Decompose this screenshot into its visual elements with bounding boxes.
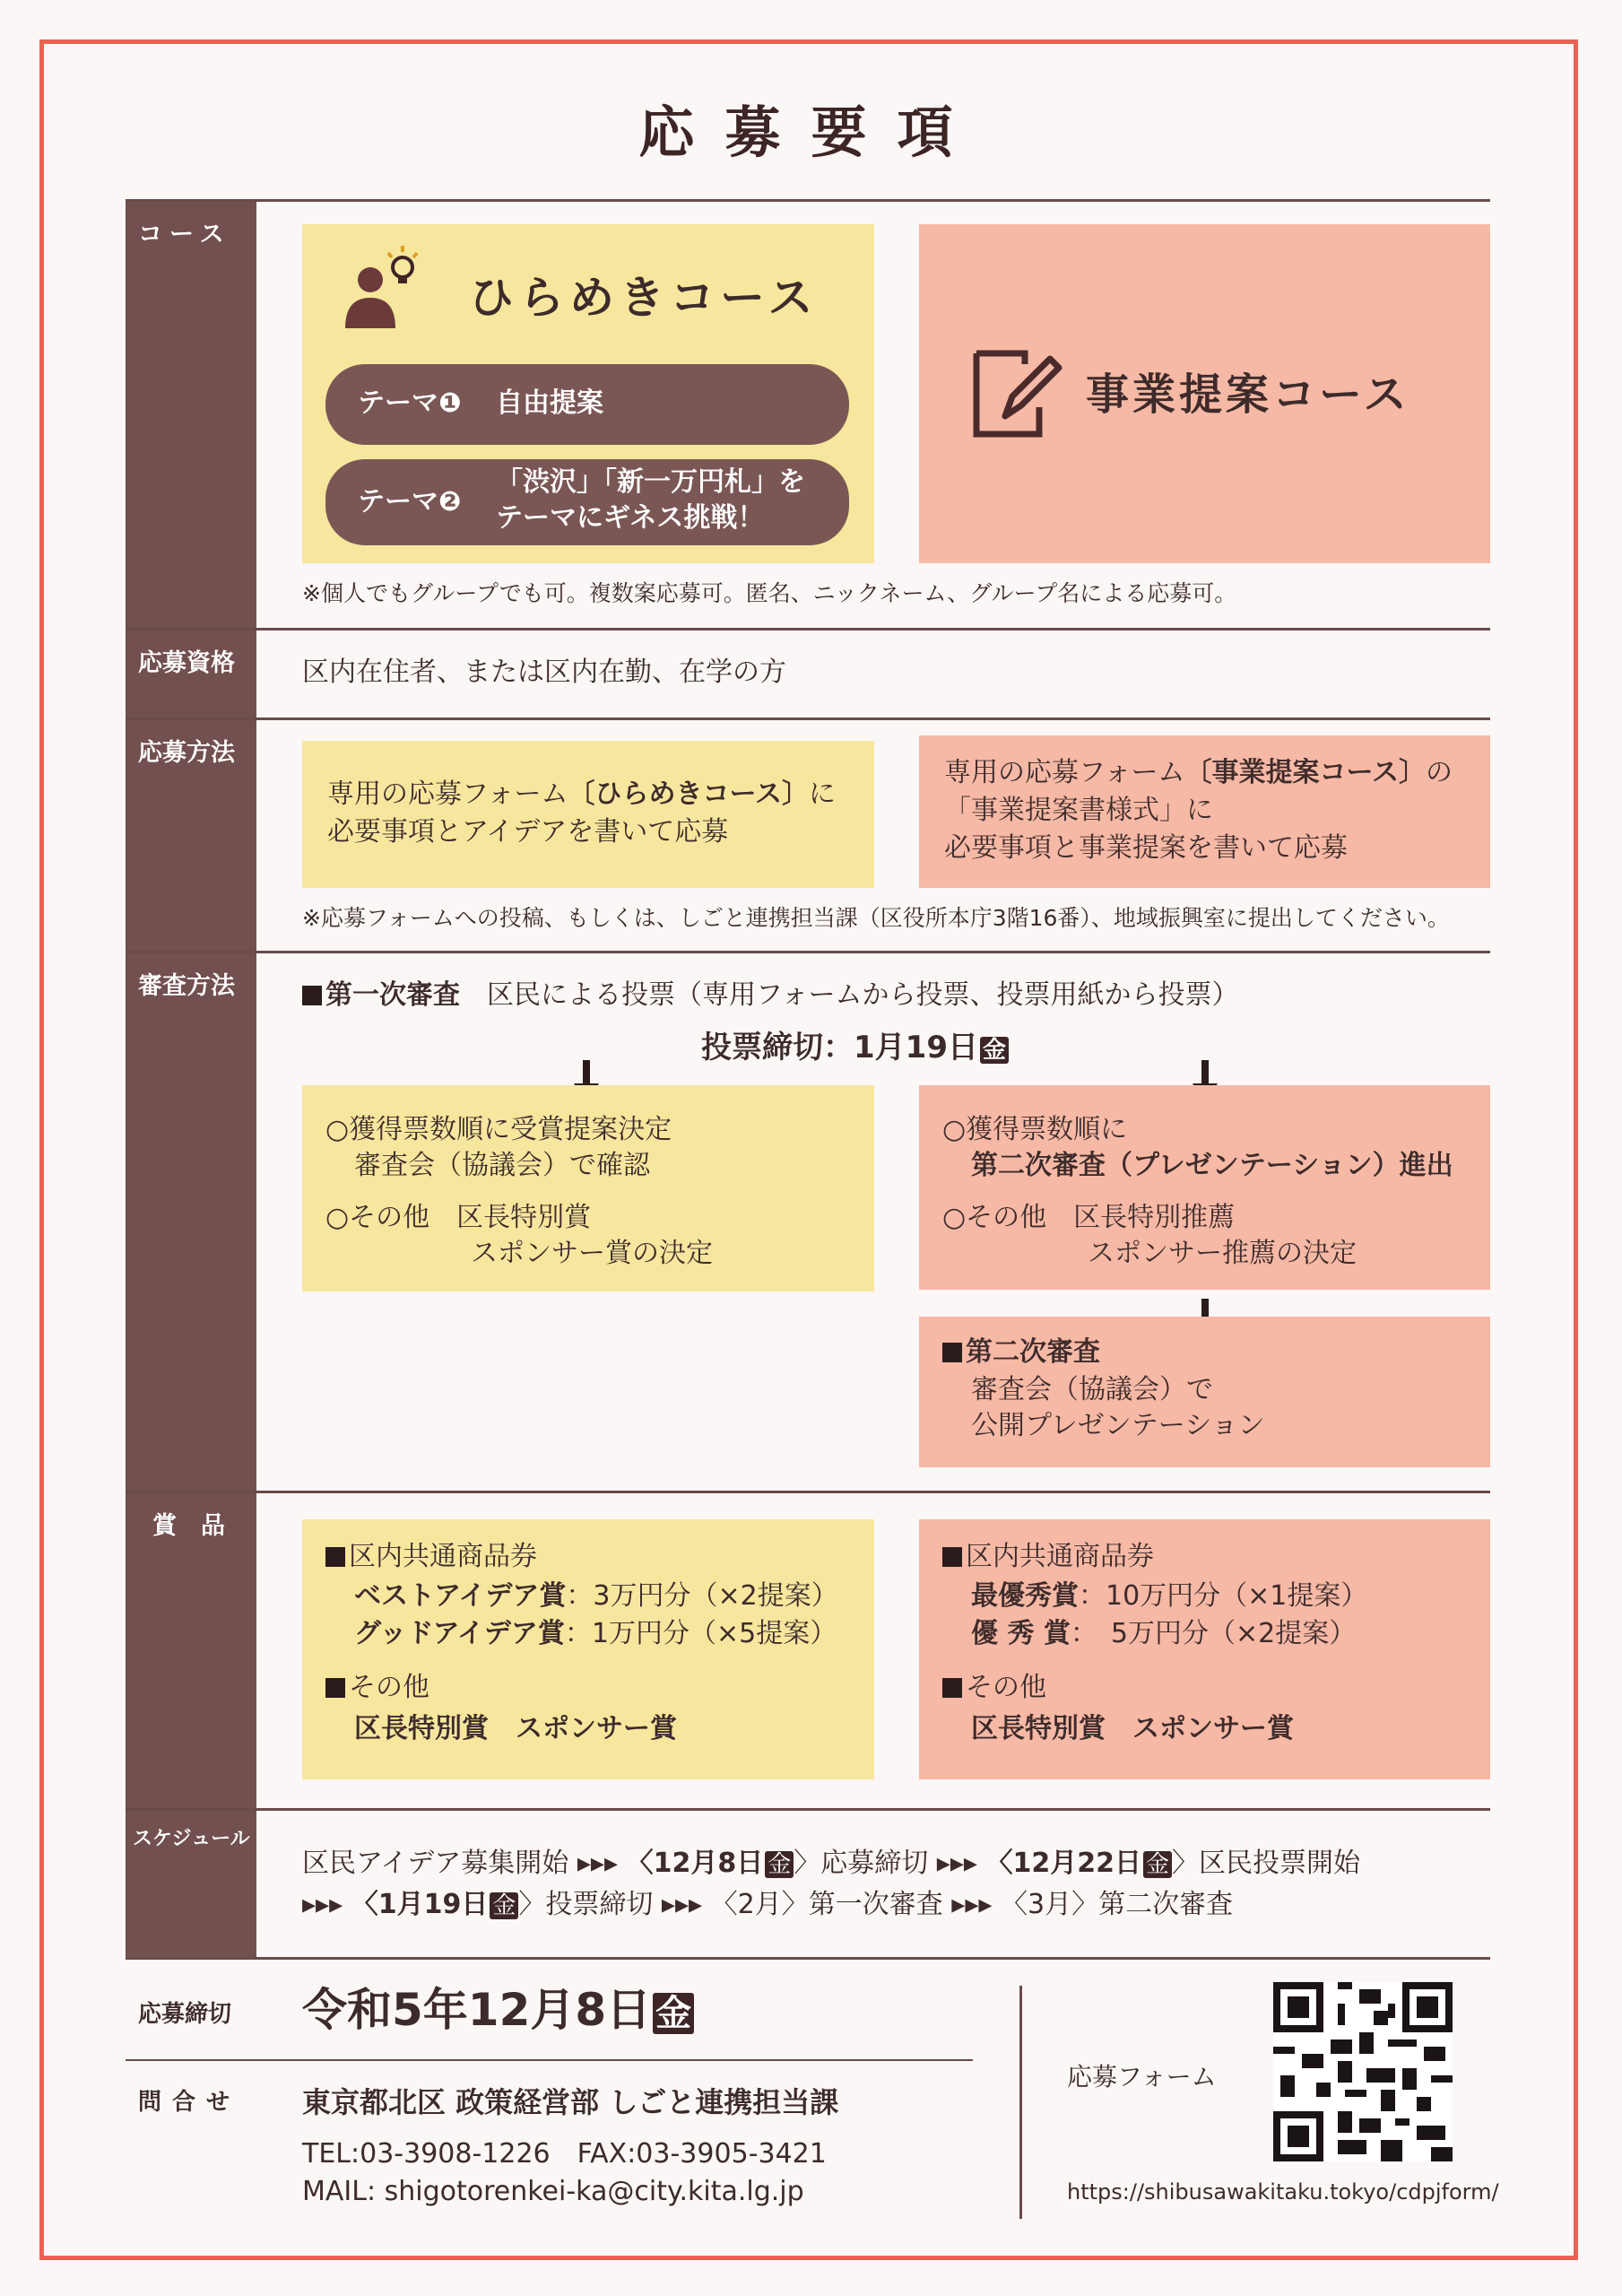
row-divider [126,951,1490,953]
second-review-l1: 審査会（協議会）で [971,1374,1213,1405]
review-right-l4: スポンサー推薦の決定 [1088,1238,1357,1269]
contact-tel: TEL:03-3908-1226 FAX:03-3905-3421 [302,2138,827,2170]
label-course: コース [126,202,256,628]
prizes-right-p2: 優 秀 賞： 5万円分（×2提案） [971,1618,1357,1649]
deadline-label: 応募締切 [138,2001,232,2028]
business-course-title: 事業提案コース [1086,370,1410,420]
prizes-business-box [919,1519,1490,1779]
prizes-right-head: 区内共通商品券 [942,1539,1154,1575]
business-course-card [919,224,1490,563]
prizes-right-other-items: 区長特別賞 スポンサー賞 [971,1713,1294,1744]
square-bullet-icon [302,986,322,1005]
theme1-pill [325,364,849,445]
method-right-line3: 必要事項と事業提案を書いて応募 [944,832,1348,864]
schedule-line1: 区民アイデア募集開始 ▸▸▸ 〈12月8日 金 〉応募締切 ▸▸▸ 〈12月22日 金 〉区民投票開始 [302,1848,1361,1879]
contact-dept: 東京都北区 政策経営部 しごと連携担当課 [302,2085,839,2119]
label-eligibility: 応募資格 [126,631,256,718]
prizes-left-other: その他 [325,1670,429,1706]
theme1-text: 自由提案 [496,387,603,419]
eligibility-text: 区内在住者、または区内在勤、在学の方 [302,657,786,688]
vote-deadline: 投票締切：1月19日 金 [701,1030,1009,1065]
footer-vertical-divider [1019,1986,1022,2219]
prizes-left-p2: グッドアイデア賞：1万円分（×5提案） [354,1618,837,1649]
form-label: 応募フォーム [1067,2062,1217,2092]
row-divider [126,1957,1490,1960]
square-bullet-icon [325,1678,345,1698]
schedule-line2: ▸▸▸ 〈1月19日 金 〉投票締切 ▸▸▸ 〈2月〉第一次審査 ▸▸▸ 〈3月〉第二次審査 [302,1889,1234,1920]
second-review-label: 第二次審査 [942,1335,1100,1370]
label-schedule: スケジュール [126,1811,256,1957]
method-business-box [919,735,1490,888]
review-left-l4: スポンサー賞の決定 [471,1238,713,1269]
method-right-line2: 「事業提案書様式」に [944,795,1213,826]
page-title: 応募要項 [638,100,984,165]
deadline-date: 令和5年12月8日 金 [302,1982,694,2038]
review-hirameki-box [302,1085,874,1292]
review-business-box [919,1085,1490,1290]
second-review-l2: 公開プレゼンテーション [971,1410,1265,1441]
row-divider [126,718,1490,720]
footer-divider [126,2059,973,2061]
prizes-left-head: 区内共通商品券 [325,1539,537,1575]
review-left-l3: ○その他 区長特別賞 [325,1202,592,1233]
label-prizes: 賞 品 [126,1493,256,1808]
first-review-line: 第一次審査 区民による投票（専用フォームから投票、投票用紙から投票） [302,978,1239,1013]
method-left-line2: 必要事項とアイデアを書いて応募 [327,816,729,848]
row-divider [126,628,1490,631]
method-left-line1: 専用の応募フォーム〔ひらめきコース〕に [327,778,836,810]
square-bullet-icon [942,1547,962,1567]
row-divider [126,1808,1490,1811]
course-note: ※個人でもグループでも可。複数案応募可。匿名、ニックネーム、グループ名による応募可。 [302,580,1237,606]
square-bullet-icon [942,1678,962,1698]
row-divider [126,199,1490,202]
prizes-left-other-items: 区長特別賞 スポンサー賞 [354,1713,677,1744]
review-right-l1: ○獲得票数順に [942,1114,1128,1145]
theme2-pill [325,459,849,545]
contact-mail[interactable]: MAIL: shigotorenkei-ka@city.kita.lg.jp [302,2176,804,2207]
review-right-l3: ○その他 区長特別推薦 [942,1202,1236,1233]
square-bullet-icon [325,1547,345,1567]
review-left-l2: 審査会（協議会）で確認 [354,1150,650,1181]
second-review-box [919,1317,1490,1467]
method-note: ※応募フォームへの投稿、もしくは、しごと連携担当課（区役所本庁3階16番）、地域振興室に提出してください。 [302,905,1450,931]
prizes-right-other: その他 [942,1670,1046,1706]
theme2-line1: 「渋沢」「新一万円札」を [496,466,805,498]
square-bullet-icon [942,1343,962,1362]
label-method: 応募方法 [126,720,256,951]
theme1-tag: テーマ❶ [358,387,462,419]
row-divider [126,1491,1490,1493]
review-right-l2: 第二次審査（プレゼンテーション）進出 [971,1150,1453,1181]
theme2-line2: テーマにギネス挑戦！ [496,502,765,534]
review-left-l1: ○獲得票数順に受賞提案決定 [325,1114,672,1145]
qr-code-icon[interactable] [1273,1982,1453,2161]
method-hirameki-box [302,741,874,888]
idea-person-icon [338,242,428,332]
hirameki-course-card [302,224,874,563]
prizes-hirameki-box [302,1519,874,1779]
prizes-right-p1: 最優秀賞：10万円分（×1提案） [971,1580,1368,1612]
prizes-left-p1: ベストアイデア賞：3万円分（×2提案） [354,1580,838,1612]
form-url[interactable]: https://shibusawakitaku.tokyo/cdpjform/ [1067,2179,1499,2205]
method-right-line1: 専用の応募フォーム〔事業提案コース〕の [944,757,1453,788]
contact-label: 問合せ [138,2089,241,2116]
theme2-tag: テーマ❷ [358,486,462,517]
hirameki-course-title: ひらめきコース [469,272,819,324]
label-review: 審査方法 [126,953,256,1491]
document-pen-icon [969,344,1063,443]
